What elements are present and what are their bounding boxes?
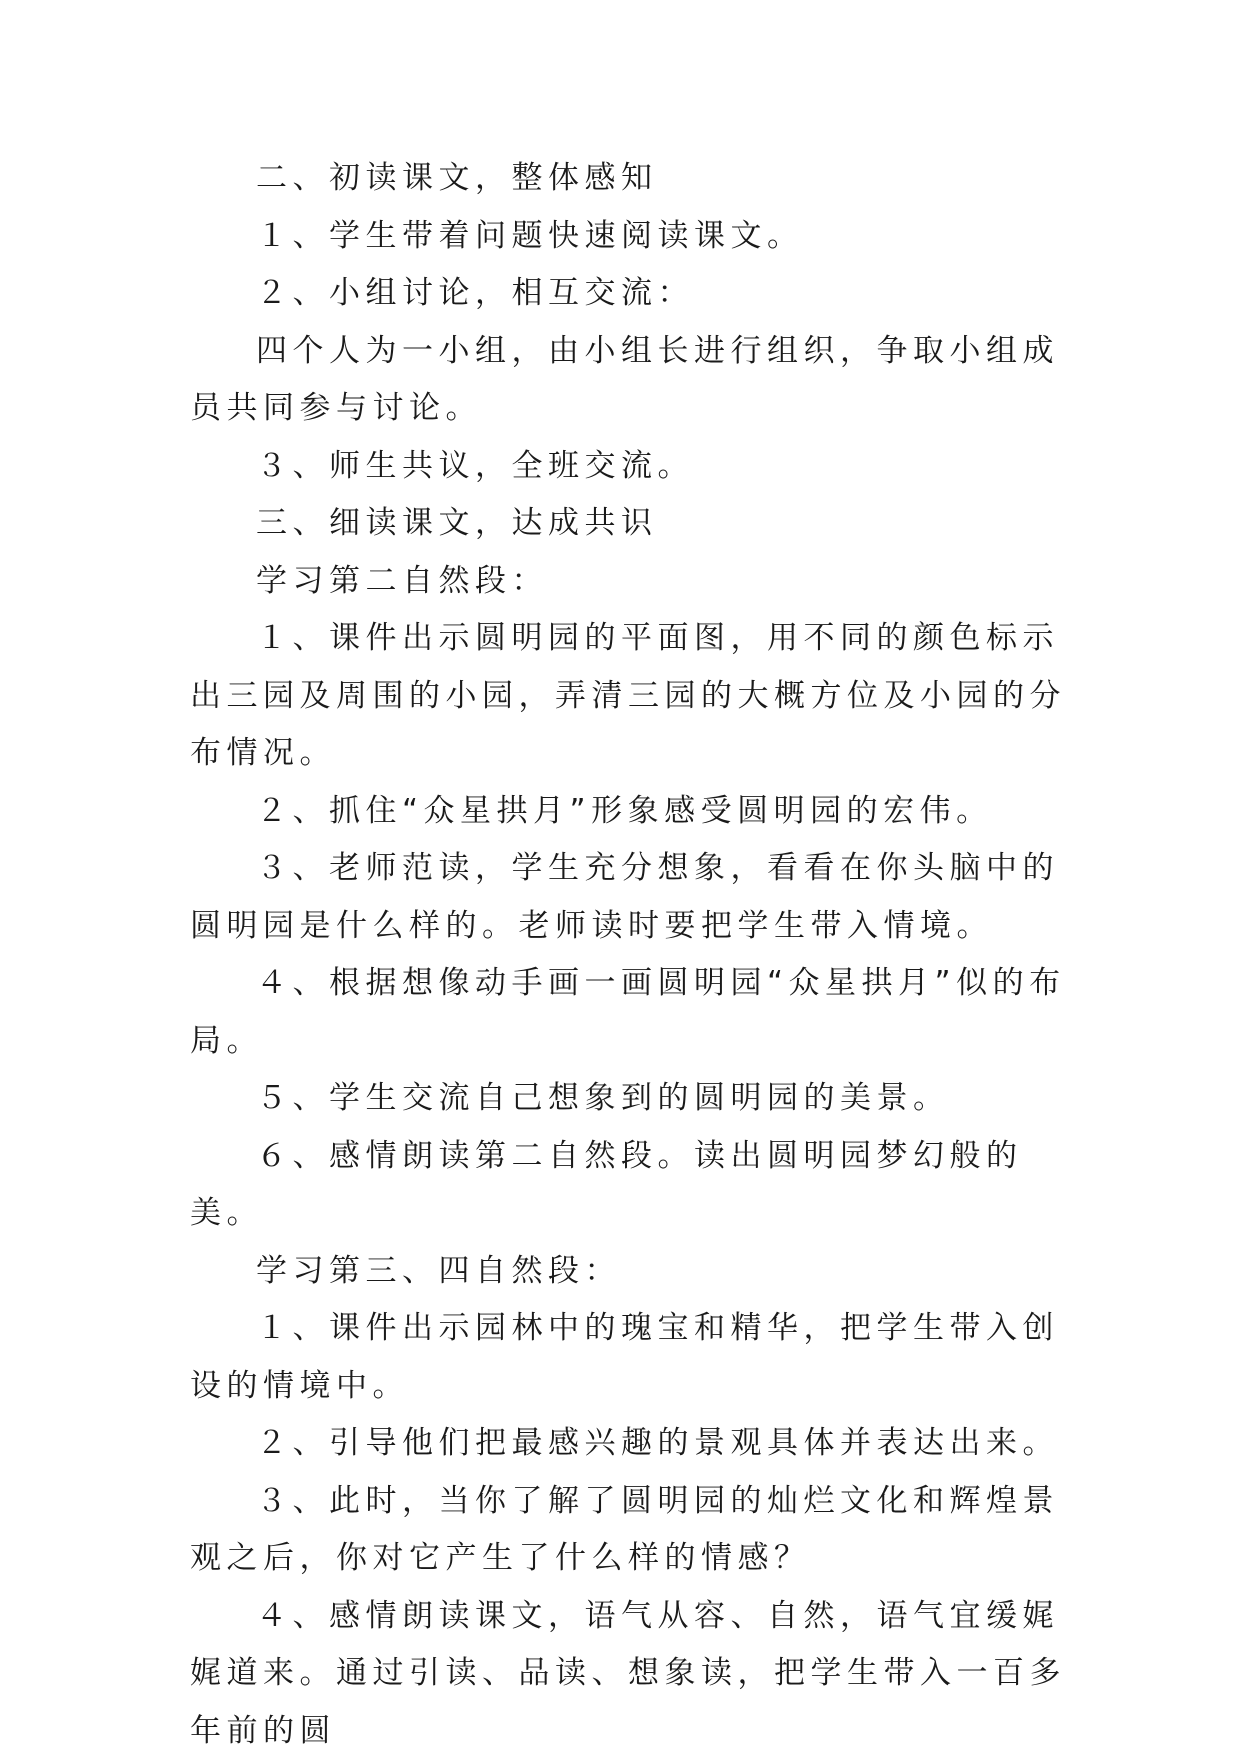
paragraph: 四个人为一小组，由小组长进行组织，争取小组成员共同参与讨论。 xyxy=(190,323,1070,438)
paragraph: １、课件出示圆明园的平面图，用不同的颜色标示出三园及周围的小园，弄清三园的大概方位及小园的分布情况。 xyxy=(190,610,1070,783)
paragraph: ５、学生交流自己想象到的圆明园的美景。 xyxy=(190,1070,1070,1128)
paragraph: ２、引导他们把最感兴趣的景观具体并表达出来。 xyxy=(190,1415,1070,1473)
paragraph: ３、老师范读，学生充分想象，看看在你头脑中的圆明园是什么样的。老师读时要把学生带入情境。 xyxy=(190,840,1070,955)
section-heading: 二、初读课文，整体感知 xyxy=(190,150,1070,208)
paragraph: ３、师生共议，全班交流。 xyxy=(190,438,1070,496)
paragraph: ３、此时，当你了解了圆明园的灿烂文化和辉煌景观之后，你对它产生了什么样的情感？ xyxy=(190,1473,1070,1588)
sub-heading: 学习第三、四自然段： xyxy=(190,1243,1070,1301)
sub-heading: 学习第二自然段： xyxy=(190,553,1070,611)
paragraph: ６、感情朗读第二自然段。读出圆明园梦幻般的美。 xyxy=(190,1128,1070,1243)
paragraph: ２、抓住“众星拱月”形象感受圆明园的宏伟。 xyxy=(190,783,1070,841)
paragraph: ２、小组讨论，相互交流： xyxy=(190,265,1070,323)
section-heading: 三、细读课文，达成共识 xyxy=(190,495,1070,553)
paragraph: ４、感情朗读课文，语气从容、自然，语气宜缓娓娓道来。通过引读、品读、想象读，把学生带入一百多年前的圆 xyxy=(190,1588,1070,1760)
paragraph: １、课件出示园林中的瑰宝和精华，把学生带入创设的情境中。 xyxy=(190,1300,1070,1415)
document-body xyxy=(190,150,1070,1760)
paragraph: １、学生带着问题快速阅读课文。 xyxy=(190,208,1070,266)
paragraph: ４、根据想像动手画一画圆明园“众星拱月”似的布局。 xyxy=(190,955,1070,1070)
